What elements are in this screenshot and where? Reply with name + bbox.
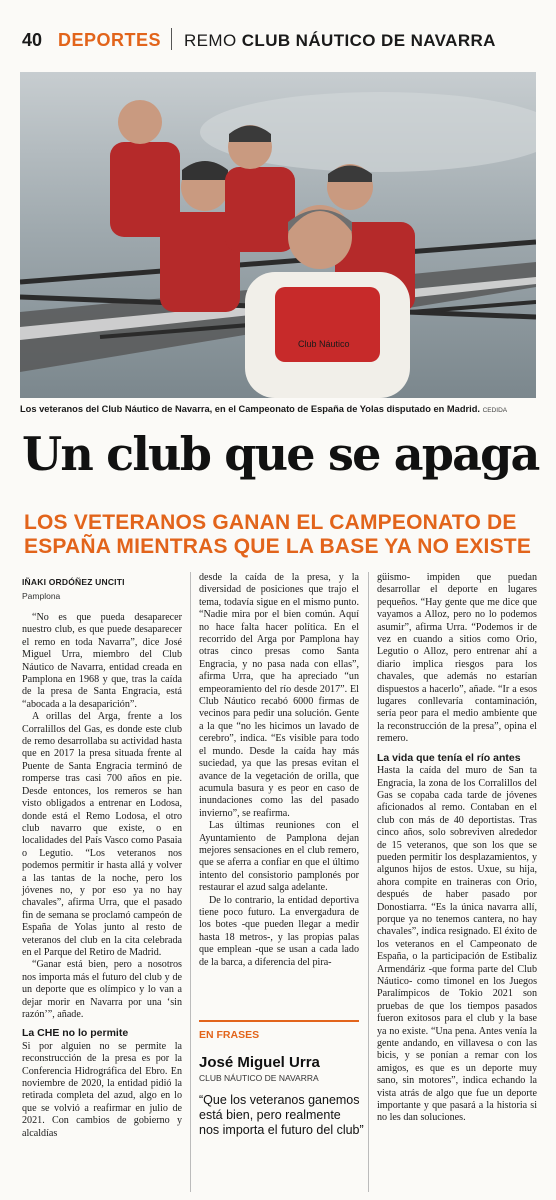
paragraph: desde la caída de la presa, y la diversidad de posiciones que trajo el tema, todavía sigue en el mismo punto. “Nadie mira por el bien común. Aquí no hace falta hacer política. En el recorrido del Arga por Pamplona hay otras cinco presas como Santa Engracia, y no pasa nada con ellas”, afirma Urra, que ha apreciado “un empeoramiento del río desde 2017”. El Club Náutico recabó 6000 firmas de vecinos para pedir una solución. Gente a la que “no les hicimos un lavado de cerebro”, indica. “Es visible para todo el mundo. Desde la caída hay más suciedad, ya que las presas evitan el avance de la vegetación de orilla, que acumula basura y es peor en caso de inundaciones como las del pasado invierno”, se reafirma. (199, 572, 359, 819)
quote-author-club: CLUB NÁUTICO DE NAVARRA (199, 1073, 319, 1083)
pull-quote: “Que los veteranos ganemos está bien, pero realmente nos importa el futuro del club” (199, 1093, 364, 1137)
column-rule (190, 572, 191, 1192)
paragraph: Si por alguien no se permite la reconstrucción de la presa es por la Conferencia Hidrográfica del Ebro. En noviembre de 2020, la entidad pidió la retirada completa del azud, algo en lo que se volvió a reafirmar en julio de 2021. Con cambios de gobierno y alcaldías (22, 1040, 182, 1139)
caption-text: Los veteranos del Club Náutico de Navarra, en el Campeonato de España de Yolas disputado en Madrid. (20, 404, 480, 414)
byline-author: IÑAKI ORDÓÑEZ UNCITI (22, 577, 125, 587)
header-divider (171, 28, 172, 50)
article-column-1 (22, 612, 182, 1140)
frases-divider (199, 1020, 359, 1022)
quote-author: José Miguel Urra (199, 1054, 320, 1071)
column-rule (368, 572, 369, 1192)
paragraph: Hasta la caída del muro de San ta Engracia, la zona de los Corralillos del Gas se copaba cada tarde de jóvenes aficionados al remo. Contaban en el club con más de 40 deportistas. Tras cinco años, solo sobreviven alrededor de 15 veteranos, que son los que se pueden permitir los desplazamientos, y algunos hijos de estos. Uxue, su hija, ahora compite en traineras con Orio, después de haber pasado por Donostiarra. “Es la única navarra allí, porque ya no tenemos cantera, no hay chavales”, indica resignado. El éxito de los veteranos en el Campeonato de España, o la participación de Estibaliz Armendáriz -que forma parte del Club Náutico- como timonel en los Juegos Paralímpicos de Tokio 2021 son pruebas de que los tiempos pasados fueron exitosos para el club y la base ya no existe. “Una pena. Antes venía la gente andando, en villavesa o con las bicis, y se ponían a remar con los amigos, es que es un deporte muy sano, sin motores”, indica echando la vista atrás de algo que fue un deporte importante y que pasará a la historia si no les dan soluciones. (377, 765, 537, 1124)
topic-bold: CLUB NÁUTICO DE NAVARRA (241, 31, 496, 50)
rowing-photo-illustration (20, 72, 536, 398)
topic-light: REMO (184, 31, 237, 50)
section-name[interactable]: DEPORTES (58, 30, 162, 50)
main-photo (20, 72, 536, 398)
paragraph: güismo- impiden que puedan desarrollar el deporte en lugares pequeños. “Hay gente que me dice que vayamos a Alloz, pero no lo podemos asumir”, afirma Urra. “Podemos ir de vez en cuando a sitios como Orio, Legutio o Alloz, pero entrenar ahí a diario implica riesgos para los chavales, que además no estarían dispuestos a hacerlo”, añade. “Ir a esos lugares conllevaría contaminación, sería peor para el medio ambiente que la reconstrucción de la presa”, opina el remero. (377, 572, 537, 745)
subheading: La CHE no lo permite (22, 1027, 129, 1040)
article-column-2 (199, 572, 359, 969)
subtitle: LOS VETERANOS GANAN EL CAMPEONATO DE ESPAÑA MIENTRAS QUE LA BASE YA NO EXISTE (24, 511, 532, 558)
photo-caption (20, 404, 540, 414)
byline-place: Pamplona (22, 591, 61, 601)
page-number: 40 (22, 30, 43, 50)
headline: Un club que se apaga (22, 427, 539, 481)
article-column-3 (377, 572, 537, 1125)
page-topic (184, 31, 496, 51)
subheading: La vida que tenía el río antes (377, 751, 521, 764)
frases-tag: EN FRASES (199, 1029, 260, 1041)
paragraph: A orillas del Arga, frente a los Corralillos del Gas, es donde este club de remo desarrollaba su actividad hasta que en 2017 la presa situada frente al Puente de Santa Engracia terminó de romperse tras casi 700 años en pie. Desde entonces, los remeros se han visto obligados a entrenar en Lodosa, donde está el Remo Lodosa, el otro club navarro que existe, o en localidades del País Vasco como Pasaia o Legutio. “Los veteranos nos podemos permitir ir hasta allá y volver a las tantas de la noche, pero los jóvenes no, y por eso ya no hay chavales”, afirma Urra, que el pasado fin de semana se proclamó campeón de España de Yolas junto al resto de veteranos del club en la cita celebrada en el Parque del Retiro de Madrid. (22, 711, 182, 958)
paragraph: “Ganar está bien, pero a nosotros nos importa más el futuro del club y de un deporte que es olímpico y lo van a dejar morir en Navarra por una ‘sin razón’”, añade. (22, 959, 182, 1020)
paragraph: “No es que pueda desaparecer nuestro club, es que puede desaparecer el remo en toda Navarra”, dice José Miguel Urra, miembro del Club Náutico de Navarra, entidad creada en Pamplona en 1968 y que, tras la caída de la presa de Santa Engracia, está “abocada a la desaparición”. (22, 612, 182, 710)
page-header (0, 0, 556, 72)
shirt-text: Club Náutico (298, 339, 350, 349)
paragraph: De lo contrario, la entidad deportiva tiene poco futuro. La envergadura de los botes -que pueden llegar a medir hasta 18 metros-, y las propias palas que emplean -que se usan a cada lado de la barca, a diferencia del pira- (199, 894, 359, 968)
paragraph: Las últimas reuniones con el Ayuntamiento de Pamplona dejan mejores sensaciones en el club remero, que se aferra a confiar en que el último intento del consistorio pamplonés por restaurar el azud salga adelante. (199, 820, 359, 894)
photo-credit: CEDIDA (482, 407, 508, 414)
